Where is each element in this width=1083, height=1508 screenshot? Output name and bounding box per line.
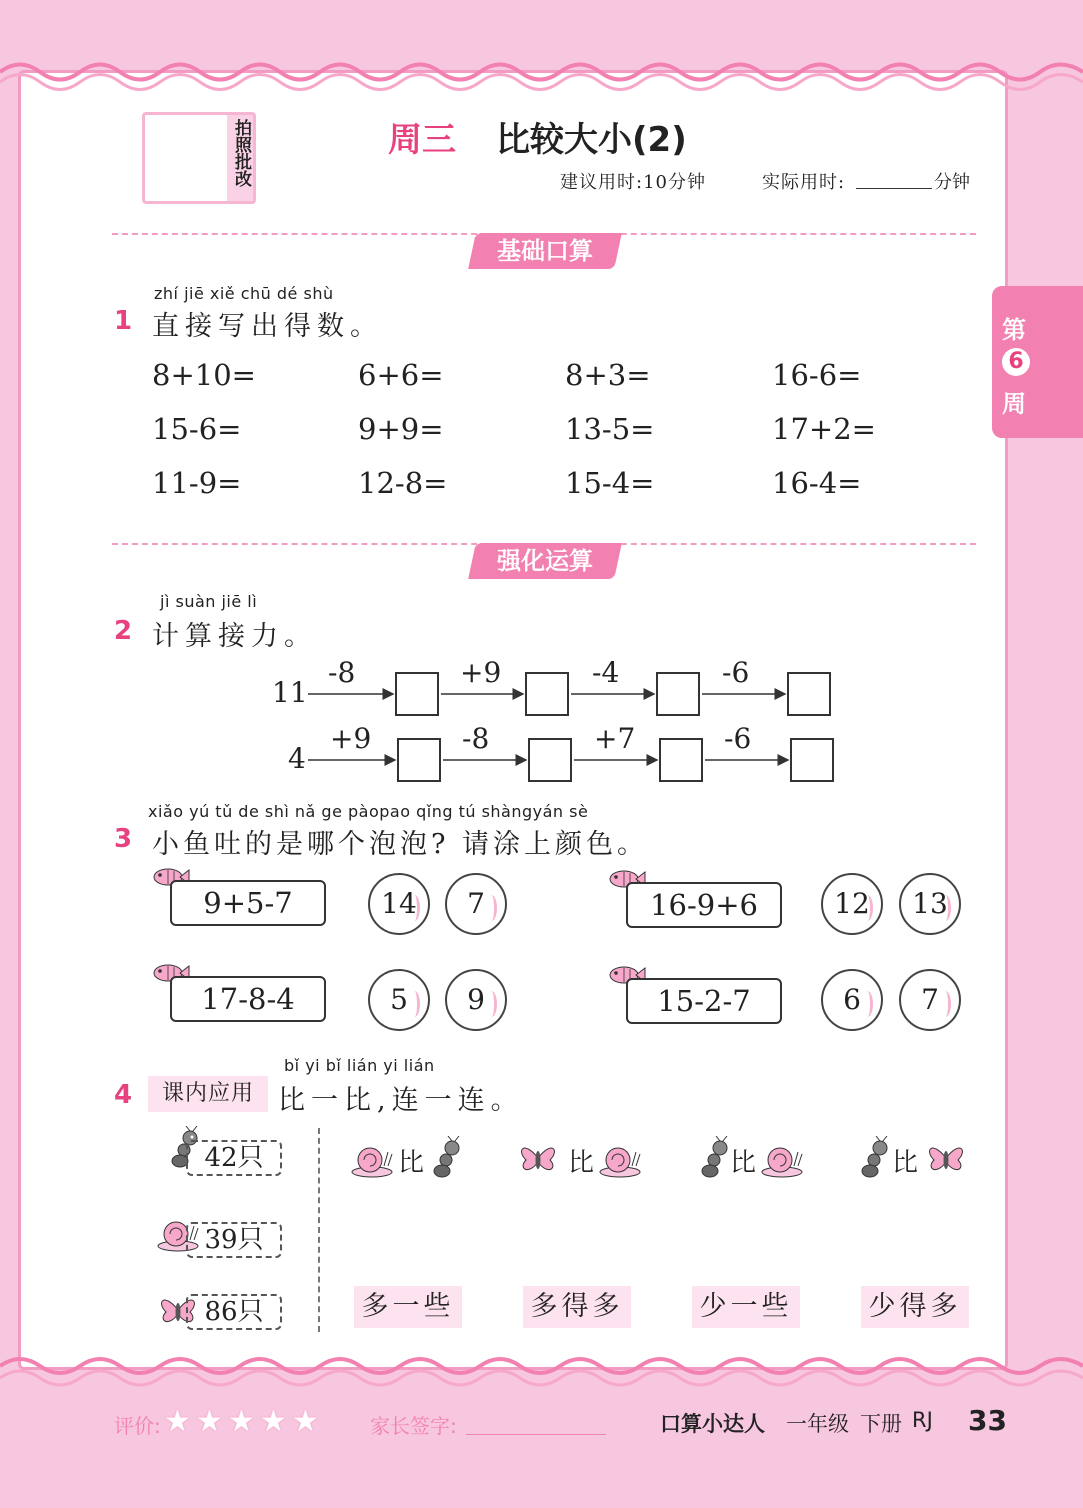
q1-equation[interactable]: 17+2= bbox=[772, 412, 876, 446]
q1-instruction: 直接写出得数。 bbox=[152, 311, 383, 342]
top-wave-border bbox=[0, 52, 1083, 92]
week-tab-number: 6 bbox=[1002, 348, 1030, 376]
q2-pinyin: jì suàn jiē lì bbox=[160, 592, 258, 611]
fish-expression: 17-8-4 bbox=[170, 976, 326, 1022]
q1-equation[interactable]: 6+6= bbox=[358, 358, 444, 392]
chain-operation: -8 bbox=[462, 722, 490, 755]
animal-count: 42只 bbox=[186, 1140, 282, 1176]
answer-option[interactable]: 少一些 bbox=[692, 1286, 800, 1328]
actual-time-input[interactable] bbox=[856, 188, 932, 189]
compare-word: 比 bbox=[892, 1148, 919, 1178]
chain-answer-box[interactable] bbox=[525, 672, 569, 716]
q4-instruction: 比一比,连一连。 bbox=[278, 1085, 524, 1116]
q1-equation[interactable]: 9+9= bbox=[358, 412, 444, 446]
q1-equation[interactable]: 16-6= bbox=[772, 358, 862, 392]
chain-answer-box[interactable] bbox=[790, 738, 834, 782]
q2-number: 2 bbox=[114, 616, 133, 646]
section-banner-basic-label: 基础口算 bbox=[497, 237, 593, 265]
q1-pinyin: zhí jiē xiě chū dé shù bbox=[154, 284, 334, 303]
star-icon[interactable]: ★ bbox=[228, 1404, 255, 1439]
animal-count: 39只 bbox=[186, 1222, 282, 1258]
q1-equation[interactable]: 16-4= bbox=[772, 466, 862, 500]
fish-expression: 15-2-7 bbox=[626, 978, 782, 1024]
snail-icon bbox=[760, 1136, 804, 1180]
chain-answer-box[interactable] bbox=[787, 672, 831, 716]
snail-icon bbox=[350, 1136, 394, 1180]
q1-equation[interactable]: 15-4= bbox=[565, 466, 655, 500]
chain-start-value: 4 bbox=[288, 742, 306, 775]
star-icon[interactable]: ★ bbox=[292, 1404, 319, 1439]
q3-pinyin: xiǎo yú tǔ de shì nǎ ge pàopao qǐng tú shàngyán sè bbox=[148, 802, 589, 821]
week-tab-top: 第 bbox=[1002, 316, 1026, 344]
q1-number: 1 bbox=[114, 306, 133, 336]
compare-word: 比 bbox=[398, 1148, 425, 1178]
photo-grading-label: 拍照批改 bbox=[231, 119, 251, 187]
page-number: 33 bbox=[968, 1404, 1007, 1437]
chain-answer-box[interactable] bbox=[528, 738, 572, 782]
rating-label: 评价: bbox=[114, 1414, 161, 1438]
answer-bubble[interactable]: 14 bbox=[368, 873, 430, 935]
q3-instruction: 小鱼吐的是哪个泡泡? 请涂上颜色。 bbox=[152, 829, 649, 860]
actual-time-unit: 分钟 bbox=[934, 172, 970, 193]
q3-number: 3 bbox=[114, 824, 133, 854]
answer-bubble[interactable]: 9 bbox=[445, 969, 507, 1031]
volume-label: 下册 bbox=[860, 1412, 902, 1436]
suggested-time: 建议用时:10分钟 bbox=[560, 172, 706, 193]
q1-equation[interactable]: 11-9= bbox=[152, 466, 242, 500]
chain-operation: +9 bbox=[460, 656, 502, 689]
q1-equation[interactable]: 12-8= bbox=[358, 466, 448, 500]
q4-pinyin: bǐ yi bǐ lián yi lián bbox=[284, 1056, 435, 1075]
answer-bubble[interactable]: 12 bbox=[821, 873, 883, 935]
compare-word: 比 bbox=[568, 1148, 595, 1178]
parent-signature-label: 家长签字: bbox=[370, 1414, 457, 1438]
page-title: 比较大小(2) bbox=[496, 120, 687, 160]
grade-label: 一年级 bbox=[786, 1412, 849, 1436]
edition-label: RJ bbox=[912, 1408, 933, 1432]
chain-operation: -8 bbox=[328, 656, 356, 689]
answer-bubble[interactable]: 13 bbox=[899, 873, 961, 935]
fish-expression: 16-9+6 bbox=[626, 882, 782, 928]
q1-equation[interactable]: 13-5= bbox=[565, 412, 655, 446]
parent-signature-line[interactable] bbox=[466, 1434, 606, 1435]
section-banner-basic bbox=[468, 233, 622, 269]
chain-operation: -4 bbox=[592, 656, 620, 689]
butterfly-icon bbox=[924, 1136, 968, 1180]
q1-equation[interactable]: 8+10= bbox=[152, 358, 256, 392]
answer-option[interactable]: 多得多 bbox=[523, 1286, 631, 1328]
photo-grading-box[interactable] bbox=[142, 112, 256, 204]
star-icon[interactable]: ★ bbox=[196, 1404, 223, 1439]
chain-operation: +9 bbox=[330, 722, 372, 755]
q1-equation[interactable]: 15-6= bbox=[152, 412, 242, 446]
answer-bubble[interactable]: 5 bbox=[368, 969, 430, 1031]
q4-divider bbox=[318, 1128, 320, 1332]
chain-answer-box[interactable] bbox=[395, 672, 439, 716]
chain-answer-box[interactable] bbox=[659, 738, 703, 782]
chain-operation: -6 bbox=[722, 656, 750, 689]
star-icon[interactable]: ★ bbox=[260, 1404, 287, 1439]
answer-bubble[interactable]: 7 bbox=[899, 969, 961, 1031]
q4-number: 4 bbox=[114, 1080, 133, 1110]
section-banner-strengthen bbox=[468, 543, 622, 579]
answer-bubble[interactable]: 7 bbox=[445, 873, 507, 935]
chain-answer-box[interactable] bbox=[656, 672, 700, 716]
answer-option[interactable]: 多一些 bbox=[354, 1286, 462, 1328]
compare-word: 比 bbox=[730, 1148, 757, 1178]
page-day: 周三 bbox=[388, 120, 456, 160]
chain-operation: -6 bbox=[724, 722, 752, 755]
butterfly-icon bbox=[516, 1136, 560, 1180]
fish-expression: 9+5-7 bbox=[170, 880, 326, 926]
ant-icon bbox=[428, 1136, 472, 1180]
brand-name: 口算小达人 bbox=[660, 1412, 765, 1436]
bottom-wave-border bbox=[0, 1352, 1083, 1392]
week-side-tab bbox=[992, 286, 1083, 438]
week-tab-bottom: 周 bbox=[1002, 390, 1026, 418]
answer-bubble[interactable]: 6 bbox=[821, 969, 883, 1031]
section-banner-strengthen-label: 强化运算 bbox=[497, 547, 593, 575]
chain-start-value: 11 bbox=[272, 676, 308, 709]
q4-tag: 课内应用 bbox=[148, 1076, 268, 1112]
star-icon[interactable]: ★ bbox=[164, 1404, 191, 1439]
answer-option[interactable]: 少得多 bbox=[861, 1286, 969, 1328]
animal-count: 86只 bbox=[186, 1294, 282, 1330]
q1-equation[interactable]: 8+3= bbox=[565, 358, 651, 392]
snail-icon bbox=[598, 1136, 642, 1180]
actual-time-label: 实际用时: bbox=[762, 172, 846, 193]
q2-instruction: 计算接力。 bbox=[152, 621, 317, 652]
chain-operation: +7 bbox=[594, 722, 636, 755]
chain-answer-box[interactable] bbox=[397, 738, 441, 782]
